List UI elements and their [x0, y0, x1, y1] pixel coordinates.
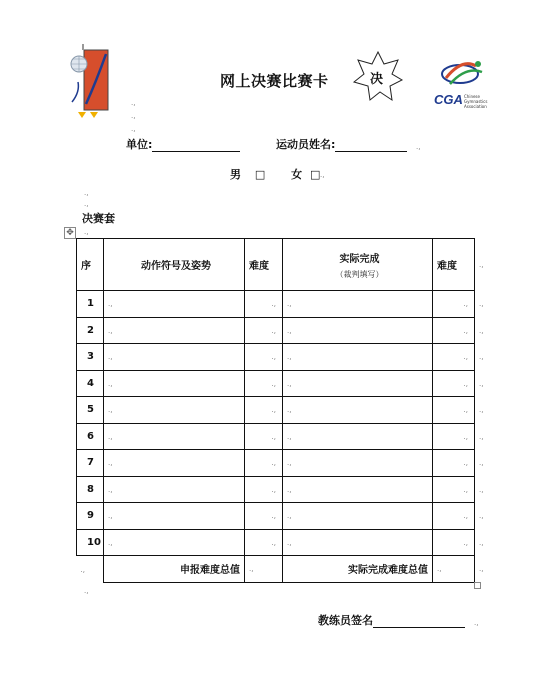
badge-text: 决	[370, 72, 384, 87]
male-checkbox[interactable]: □	[254, 168, 266, 181]
paragraph-mark: .,	[131, 112, 136, 120]
row-end: .,	[479, 459, 484, 468]
row-number: 6	[77, 423, 104, 450]
action-cell[interactable]: .,	[104, 503, 245, 530]
table-row	[77, 344, 484, 371]
paragraph-mark: .,	[84, 200, 89, 208]
table-row	[77, 503, 484, 530]
declared-total-cell[interactable]: .,	[245, 556, 283, 583]
difficulty-cell[interactable]: .,	[245, 370, 283, 397]
row-number: 1	[77, 291, 104, 318]
actual-total-cell[interactable]: .,	[433, 556, 475, 583]
actual-cell[interactable]: .,	[283, 370, 433, 397]
cga-subtext: Chinese Gymnastics Association	[464, 94, 488, 109]
coach-signature-field[interactable]	[373, 615, 465, 628]
male-label: 男	[230, 168, 241, 181]
event-label: 决赛套	[82, 212, 115, 225]
difficulty-cell[interactable]: .,	[245, 450, 283, 477]
col-action-header: 动作符号及姿势	[104, 239, 245, 291]
paragraph-mark: .,	[131, 99, 136, 107]
action-cell[interactable]: .,	[104, 344, 245, 371]
actual-difficulty-cell[interactable]: .,	[433, 344, 475, 371]
table-row	[77, 397, 484, 424]
action-cell[interactable]: .,	[104, 450, 245, 477]
actual-cell[interactable]: .,	[283, 503, 433, 530]
actual-difficulty-cell[interactable]: .,	[433, 529, 475, 556]
row-number: 4	[77, 370, 104, 397]
difficulty-cell[interactable]: .,	[245, 344, 283, 371]
difficulty-cell[interactable]: .,	[245, 291, 283, 318]
actual-difficulty-cell[interactable]: .,	[433, 370, 475, 397]
row-number: 8	[77, 476, 104, 503]
paragraph-mark: .,	[474, 619, 479, 627]
difficulty-cell[interactable]: .,	[245, 423, 283, 450]
col-actual-note: （裁判填写）	[335, 269, 384, 279]
actual-cell[interactable]: .,	[283, 344, 433, 371]
row-end: .,	[479, 326, 484, 335]
female-label: 女	[291, 168, 303, 181]
row-end: .,	[479, 485, 484, 494]
row-number: 10	[77, 529, 104, 556]
table-row	[77, 450, 484, 477]
row-number: 2	[77, 317, 104, 344]
col-difficulty-header: 难度	[245, 239, 283, 291]
row-end: .,	[479, 538, 484, 547]
col-seq-header: 序	[77, 239, 104, 291]
coach-signature-row	[318, 612, 465, 628]
difficulty-cell[interactable]: .,	[245, 476, 283, 503]
row-number: 7	[77, 450, 104, 477]
paragraph-mark: .,	[84, 587, 89, 595]
row-number: 5	[77, 397, 104, 424]
actual-difficulty-cell[interactable]: .,	[433, 476, 475, 503]
actual-cell[interactable]: .,	[283, 476, 433, 503]
athlete-name-row	[276, 136, 407, 152]
row-end: .,	[479, 406, 484, 415]
difficulty-cell[interactable]: .,	[245, 397, 283, 424]
actual-difficulty-cell[interactable]: .,	[433, 397, 475, 424]
difficulty-table	[76, 238, 484, 583]
actual-difficulty-cell[interactable]: .,	[433, 317, 475, 344]
unit-label: 单位:	[126, 138, 153, 151]
action-cell[interactable]: .,	[104, 317, 245, 344]
cga-logo	[432, 56, 494, 114]
declared-total-label: 申报难度总值	[104, 556, 245, 583]
actual-difficulty-cell[interactable]: .,	[433, 450, 475, 477]
athlete-name-field[interactable]	[335, 139, 407, 152]
female-checkbox[interactable]: □	[309, 168, 321, 181]
actual-cell[interactable]: .,	[283, 397, 433, 424]
paragraph-mark: .,	[84, 189, 89, 197]
row-number: 3	[77, 344, 104, 371]
gender-row	[230, 166, 320, 182]
table-move-handle[interactable]: ✥	[64, 227, 76, 239]
actual-cell[interactable]: .,	[283, 450, 433, 477]
action-cell[interactable]: .,	[104, 423, 245, 450]
actual-difficulty-cell[interactable]: .,	[433, 423, 475, 450]
row-end: .,	[479, 353, 484, 362]
table-row	[77, 317, 484, 344]
paragraph-mark: .,	[416, 143, 421, 151]
difficulty-cell[interactable]: .,	[245, 317, 283, 344]
table-row	[77, 370, 484, 397]
cga-text: CGA	[434, 92, 463, 107]
table-resize-handle[interactable]	[474, 582, 481, 589]
row-end: .,	[479, 379, 484, 388]
actual-cell[interactable]: .,	[283, 529, 433, 556]
actual-difficulty-cell[interactable]: .,	[433, 291, 475, 318]
table-row	[77, 423, 484, 450]
row-number: 9	[77, 503, 104, 530]
table-row	[77, 476, 484, 503]
table-header-row: 序 动作符号及姿势 难度 实际完成 （裁判填写） 难度 .,	[77, 239, 484, 291]
col-actual-header: 实际完成 （裁判填写）	[283, 239, 433, 291]
actual-cell[interactable]: .,	[283, 423, 433, 450]
action-cell[interactable]: .,	[104, 291, 245, 318]
coach-signature-label: 教练员签名	[318, 614, 373, 627]
action-cell[interactable]: .,	[104, 397, 245, 424]
row-end: .,	[479, 432, 484, 441]
action-cell[interactable]: .,	[104, 370, 245, 397]
athlete-name-label: 运动员姓名:	[276, 138, 336, 151]
actual-difficulty-cell[interactable]: .,	[433, 503, 475, 530]
difficulty-cell[interactable]: .,	[245, 529, 283, 556]
final-badge	[352, 50, 404, 102]
page-title: 网上决赛比赛卡	[220, 72, 329, 90]
paragraph-mark: .,	[320, 171, 325, 179]
col-difficulty-actual-header: 难度	[433, 239, 475, 291]
row-end: .,	[479, 512, 484, 521]
action-cell[interactable]: .,	[104, 529, 245, 556]
actual-total-label: 实际完成难度总值	[283, 556, 433, 583]
row-end: .,	[479, 300, 484, 309]
table-row	[77, 529, 484, 556]
action-cell[interactable]: .,	[104, 476, 245, 503]
unit-row	[126, 136, 240, 152]
actual-cell[interactable]: .,	[283, 291, 433, 318]
unit-field[interactable]	[152, 139, 240, 152]
sports-logo	[64, 42, 114, 122]
difficulty-cell[interactable]: .,	[245, 503, 283, 530]
paragraph-mark: .,	[131, 125, 136, 133]
paragraph-mark: .,	[84, 228, 89, 236]
table-row	[77, 291, 484, 318]
actual-cell[interactable]: .,	[283, 317, 433, 344]
table-footer-row: ., 申报难度总值 ., 实际完成难度总值 ., .,	[77, 556, 484, 583]
